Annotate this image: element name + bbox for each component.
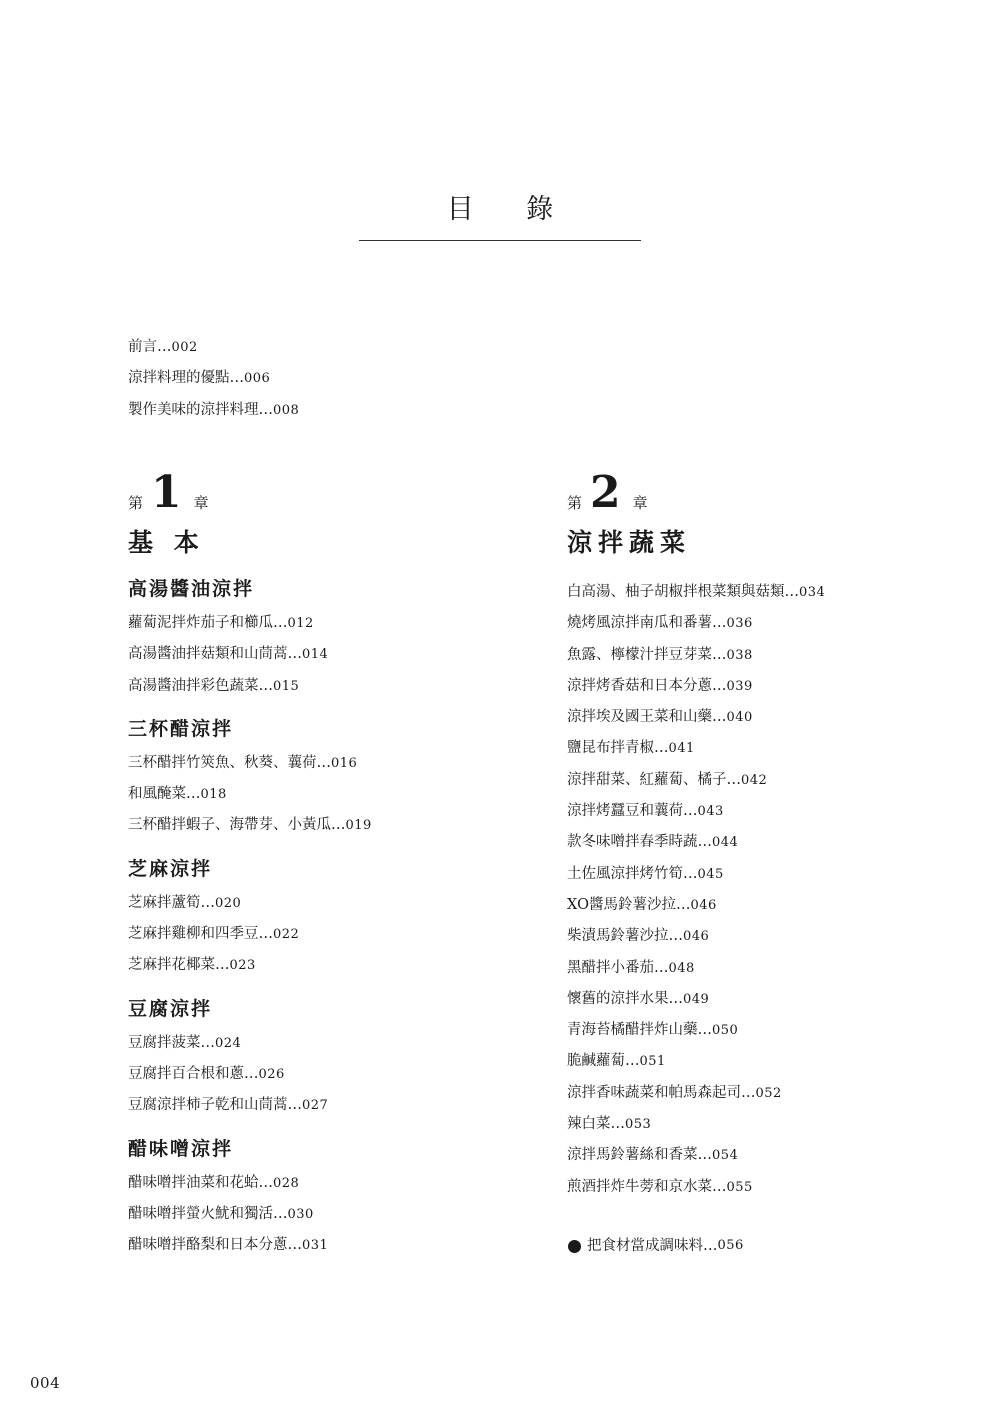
chapter-1 xyxy=(128,462,372,1261)
section-heading: 豆腐涼拌 xyxy=(128,997,213,1020)
toc-entry[interactable]: 高湯醬油拌菇類和山茼蒿…014 xyxy=(128,646,329,663)
entry-page: 031 xyxy=(302,1238,329,1254)
entry-page: 028 xyxy=(273,1175,300,1191)
toc-entry[interactable]: 涼拌埃及國王菜和山藥…040 xyxy=(567,709,753,726)
entry-page: 022 xyxy=(273,927,300,943)
toc-header xyxy=(359,190,641,241)
toc-entry[interactable]: 豆腐涼拌柿子乾和山茼蒿…027 xyxy=(128,1097,329,1114)
entry-page: 053 xyxy=(625,1117,652,1133)
toc-entry[interactable]: 涼拌烤香菇和日本分蔥…039 xyxy=(567,677,753,694)
entry-page: 048 xyxy=(668,960,695,976)
entry-page: 019 xyxy=(345,818,372,834)
toc-entry[interactable]: 醋味噌拌油菜和花蛤…028 xyxy=(128,1174,300,1191)
toc-entry[interactable]: 款冬味噌拌春季時蔬…044 xyxy=(567,834,739,851)
entry-page: 054 xyxy=(712,1148,739,1164)
toc-entry[interactable]: 芝麻拌蘆筍…020 xyxy=(128,894,242,911)
chapter-title: 基 本 xyxy=(128,528,205,557)
entry-page: 056 xyxy=(717,1237,744,1253)
toc-entry[interactable]: 土佐風涼拌烤竹筍…045 xyxy=(567,865,724,882)
toc-entry[interactable]: 青海苔橘醋拌炸山藥…050 xyxy=(567,1022,739,1039)
section-heading: 醋味噌涼拌 xyxy=(128,1137,234,1160)
entry-page: 006 xyxy=(244,371,271,387)
chapter-number: 1 xyxy=(151,467,182,518)
entry-page: 030 xyxy=(287,1206,314,1222)
toc-entry[interactable]: 柴漬馬鈴薯沙拉…046 xyxy=(567,928,710,945)
toc-entry[interactable]: 黑醋拌小番茄…048 xyxy=(567,959,695,976)
entry-page: 036 xyxy=(726,616,753,632)
page-title: 目 錄 xyxy=(446,194,576,225)
toc-entry[interactable]: 涼拌烤蠶豆和蘘荷…043 xyxy=(567,803,724,820)
toc-entry[interactable]: XO醬馬鈴薯沙拉…046 xyxy=(567,896,717,913)
entry-page: 040 xyxy=(726,710,753,726)
entry-page: 045 xyxy=(697,866,724,882)
toc-entry[interactable]: 鹽昆布拌青椒…041 xyxy=(567,740,695,757)
entry-page: 041 xyxy=(668,741,695,757)
toc-entry[interactable]: 涼拌甜菜、紅蘿蔔、橘子…042 xyxy=(567,771,768,788)
toc-entry[interactable]: 芝麻拌花椰菜…023 xyxy=(128,957,256,974)
chapter-title: 涼拌蔬菜 xyxy=(567,528,692,557)
toc-entry[interactable]: 豆腐拌菠菜…024 xyxy=(128,1034,242,1051)
entry-page: 055 xyxy=(726,1179,753,1195)
chapter-number: 2 xyxy=(590,467,621,518)
section-heading: 三杯醋涼拌 xyxy=(128,717,234,740)
chapter-2-list xyxy=(567,577,825,1203)
toc-entry[interactable]: 辣白菜…053 xyxy=(567,1116,652,1133)
toc-entry[interactable]: 三杯醋拌竹筴魚、秋葵、蘘荷…016 xyxy=(128,754,358,771)
toc-entry[interactable]: 涼拌馬鈴薯絲和香菜…054 xyxy=(567,1147,739,1164)
special-entry[interactable]: 把食材當成調味料… 056 xyxy=(567,1231,825,1261)
toc-entry[interactable]: 蘿蔔泥拌炸茄子和櫛瓜…012 xyxy=(128,615,314,631)
toc-entry[interactable]: 涼拌香味蔬菜和帕馬森起司…052 xyxy=(567,1084,782,1101)
entry-page: 044 xyxy=(712,835,739,851)
intro-list xyxy=(128,332,299,426)
entry-page: 027 xyxy=(302,1098,329,1114)
toc-entry[interactable]: 和風醃菜…018 xyxy=(128,786,227,803)
entry-page: 008 xyxy=(273,402,300,418)
page-number: 004 xyxy=(30,1374,61,1392)
entry-page: 015 xyxy=(273,678,300,694)
entry-page: 046 xyxy=(690,897,717,913)
entry-page: 049 xyxy=(683,991,710,1007)
entry-page: 018 xyxy=(200,787,227,803)
toc-entry[interactable]: 前言…002 xyxy=(128,339,198,355)
entry-page: 014 xyxy=(302,647,329,663)
toc-entry[interactable]: 煎酒拌炸牛蒡和京水菜…055 xyxy=(567,1178,753,1195)
entry-page: 012 xyxy=(287,616,314,631)
entry-page: 051 xyxy=(639,1054,666,1070)
chapter-2 xyxy=(567,462,825,1261)
entry-page: 023 xyxy=(229,958,256,974)
toc-entry[interactable]: 魚露、檸檬汁拌豆芽菜…038 xyxy=(567,646,753,663)
toc-entry[interactable]: 三杯醋拌蝦子、海帶芽、小黃瓜…019 xyxy=(128,817,372,834)
chapter-label: 第 2 章 xyxy=(567,467,648,518)
chapter-label: 第 1 章 xyxy=(128,467,209,518)
entry-page: 039 xyxy=(726,678,753,694)
toc-entry[interactable]: 醋味噌拌酪梨和日本分蔥…031 xyxy=(128,1237,329,1254)
entry-page: 050 xyxy=(712,1023,739,1039)
title-underline xyxy=(359,240,641,241)
toc-entry[interactable]: 芝麻拌雞柳和四季豆…022 xyxy=(128,926,300,943)
toc-entry[interactable]: 製作美味的涼拌料理…008 xyxy=(128,401,300,418)
toc-entry[interactable]: 豆腐拌百合根和蔥…026 xyxy=(128,1065,285,1082)
entry-page: 046 xyxy=(683,929,710,945)
section-heading: 高湯醬油涼拌 xyxy=(128,578,255,600)
entry-page: 038 xyxy=(726,647,753,663)
section-heading: 芝麻涼拌 xyxy=(128,857,213,880)
entry-page: 042 xyxy=(741,772,768,788)
toc-entry[interactable]: 懷舊的涼拌水果…049 xyxy=(567,990,710,1007)
entry-page: 016 xyxy=(331,755,358,771)
entry-page: 024 xyxy=(215,1035,242,1051)
bullet-dot-icon xyxy=(568,1240,581,1253)
toc-entry[interactable]: 白高湯、柚子胡椒拌根菜類與菇類…034 xyxy=(567,584,826,600)
entry-page: 034 xyxy=(799,585,826,600)
entry-page: 052 xyxy=(755,1085,782,1101)
toc-entry[interactable]: 醋味噌拌螢火魷和獨活…030 xyxy=(128,1205,314,1222)
toc-entry[interactable]: 高湯醬油拌彩色蔬菜…015 xyxy=(128,677,300,694)
entry-page: 020 xyxy=(215,895,242,911)
entry-page: 026 xyxy=(258,1066,285,1082)
entry-page: 002 xyxy=(171,340,198,355)
toc-entry[interactable]: 涼拌料理的優點…006 xyxy=(128,370,271,387)
toc-entry[interactable]: 脆鹹蘿蔔…051 xyxy=(567,1053,666,1070)
toc-entry[interactable]: 燒烤風涼拌南瓜和番薯…036 xyxy=(567,615,753,632)
entry-page: 043 xyxy=(697,804,724,820)
